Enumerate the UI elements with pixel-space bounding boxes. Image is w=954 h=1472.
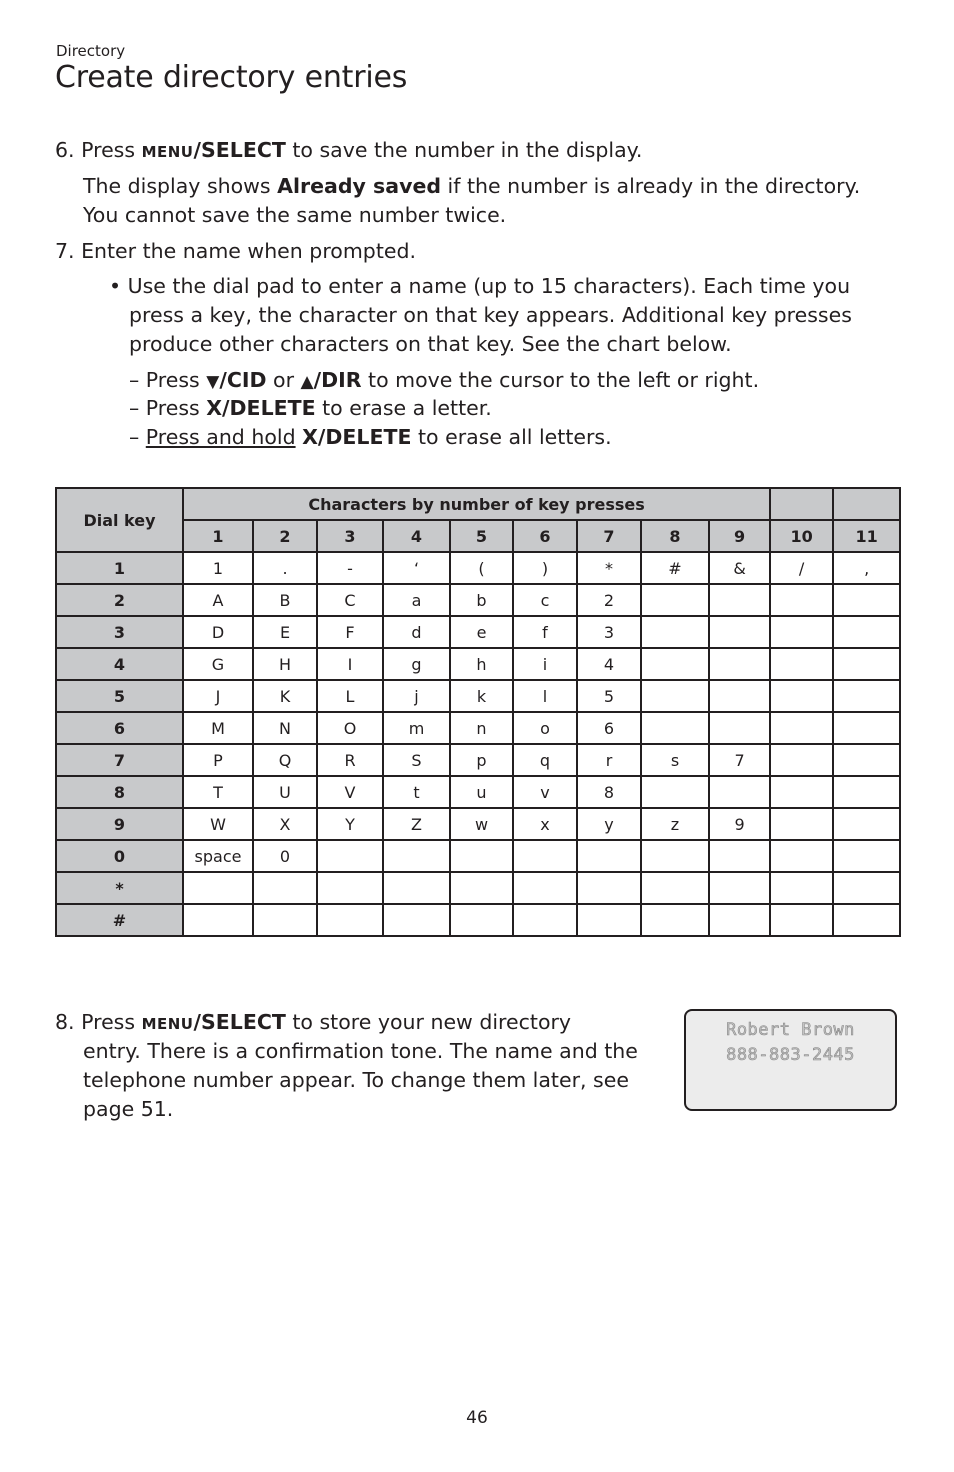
- char-cell: [770, 584, 833, 616]
- step-6-line-2: [83, 172, 860, 201]
- char-cell: [641, 680, 709, 712]
- char-cell: [450, 872, 513, 904]
- column-header-5: 5: [450, 520, 513, 552]
- char-cell: [577, 904, 641, 936]
- dial-key-cell: 2: [56, 584, 183, 616]
- presses-header: Characters by number of key presses: [183, 488, 770, 520]
- char-cell: J: [183, 680, 253, 712]
- char-cell: C: [317, 584, 383, 616]
- char-cell: [709, 712, 770, 744]
- dial-key-cell: *: [56, 872, 183, 904]
- char-cell: [770, 808, 833, 840]
- char-cell: ‘: [383, 552, 450, 584]
- char-cell: [513, 872, 577, 904]
- char-cell: [641, 616, 709, 648]
- dial-key-cell: 8: [56, 776, 183, 808]
- column-header-8: 8: [641, 520, 709, 552]
- header-blank-11: [833, 488, 900, 520]
- char-cell: x: [513, 808, 577, 840]
- step-7-bullet-line-3: produce other characters on that key. See the chart below.: [129, 332, 732, 356]
- char-cell: [709, 840, 770, 872]
- char-cell: t: [383, 776, 450, 808]
- char-cell: [709, 776, 770, 808]
- dash-2-press: – Press: [129, 396, 207, 420]
- step-8-line-2: entry. There is a confirmation tone. The name and the: [83, 1039, 638, 1063]
- char-cell: ,: [833, 552, 900, 584]
- char-cell: i: [513, 648, 577, 680]
- step-7-bullet-line-2: press a key, the character on that key appears. Additional key presses: [129, 303, 852, 327]
- char-cell: [641, 776, 709, 808]
- char-cell: O: [317, 712, 383, 744]
- char-cell: [770, 616, 833, 648]
- char-cell: m: [383, 712, 450, 744]
- char-cell: [770, 904, 833, 936]
- step-6-line-1: [55, 136, 642, 167]
- char-cell: Z: [383, 808, 450, 840]
- char-cell: p: [450, 744, 513, 776]
- char-cell: f: [513, 616, 577, 648]
- char-cell: N: [253, 712, 317, 744]
- char-cell: [317, 840, 383, 872]
- dash-2-text: to erase a letter.: [315, 396, 492, 420]
- char-cell: [833, 744, 900, 776]
- step-6-line-3: You cannot save the same number twice.: [83, 203, 507, 227]
- handset-display: [684, 1009, 897, 1111]
- char-cell: [577, 840, 641, 872]
- char-cell: 5: [577, 680, 641, 712]
- char-cell: D: [183, 616, 253, 648]
- dash-1-text: to move the cursor to the left or right.: [361, 368, 760, 392]
- char-cell: I: [317, 648, 383, 680]
- column-header-11: 11: [833, 520, 900, 552]
- char-cell: q: [513, 744, 577, 776]
- chart-body: [56, 552, 900, 936]
- column-header-9: 9: [709, 520, 770, 552]
- char-cell: [770, 872, 833, 904]
- dash-item-erase-all: [129, 423, 612, 452]
- char-cell: space: [183, 840, 253, 872]
- char-cell: c: [513, 584, 577, 616]
- char-cell: d: [383, 616, 450, 648]
- char-cell: S: [383, 744, 450, 776]
- step-8-press: Press: [81, 1010, 142, 1034]
- char-cell: k: [450, 680, 513, 712]
- delete-key-label-2: X/DELETE: [302, 425, 412, 449]
- char-cell: u: [450, 776, 513, 808]
- char-cell: [833, 840, 900, 872]
- char-cell: [709, 680, 770, 712]
- up-arrow-icon: ▲: [300, 372, 314, 392]
- char-cell: [833, 648, 900, 680]
- already-saved-label: Already saved: [277, 174, 442, 198]
- char-cell: e: [450, 616, 513, 648]
- char-cell: [709, 872, 770, 904]
- char-cell: [833, 680, 900, 712]
- char-cell: [770, 744, 833, 776]
- step-8-text: to store your new directory: [285, 1010, 572, 1034]
- char-cell: B: [253, 584, 317, 616]
- char-cell: &: [709, 552, 770, 584]
- dial-key-cell: #: [56, 904, 183, 936]
- character-chart: [55, 487, 901, 937]
- dial-key-cell: 6: [56, 712, 183, 744]
- char-cell: 2: [577, 584, 641, 616]
- column-header-4: 4: [383, 520, 450, 552]
- char-cell: w: [450, 808, 513, 840]
- char-cell: [450, 840, 513, 872]
- char-cell: [513, 840, 577, 872]
- select-key-label-2: /SELECT: [193, 1010, 286, 1034]
- cid-key-label: /CID: [219, 368, 267, 392]
- char-cell: b: [450, 584, 513, 616]
- char-cell: X: [253, 808, 317, 840]
- char-cell: [253, 904, 317, 936]
- column-header-10: 10: [770, 520, 833, 552]
- char-cell: y: [577, 808, 641, 840]
- char-cell: -: [317, 552, 383, 584]
- column-number-row: [56, 520, 900, 552]
- table-row: [56, 808, 900, 840]
- table-row: [56, 648, 900, 680]
- char-cell: [641, 872, 709, 904]
- char-cell: A: [183, 584, 253, 616]
- char-cell: [709, 616, 770, 648]
- char-cell: Y: [317, 808, 383, 840]
- char-cell: [833, 712, 900, 744]
- char-cell: /: [770, 552, 833, 584]
- char-cell: G: [183, 648, 253, 680]
- char-cell: H: [253, 648, 317, 680]
- char-cell: 4: [577, 648, 641, 680]
- char-cell: [577, 872, 641, 904]
- char-cell: [833, 616, 900, 648]
- page-title: Create directory entries: [55, 60, 408, 95]
- char-cell: [641, 904, 709, 936]
- select-key-label: /SELECT: [193, 138, 286, 162]
- char-cell: [709, 904, 770, 936]
- step-8-number: 8.: [55, 1010, 75, 1034]
- char-cell: [770, 680, 833, 712]
- char-cell: r: [577, 744, 641, 776]
- char-cell: [383, 904, 450, 936]
- table-row: [56, 776, 900, 808]
- dash-1-press: – Press: [129, 368, 207, 392]
- step-6-number: 6.: [55, 138, 75, 162]
- char-cell: W: [183, 808, 253, 840]
- char-cell: [709, 584, 770, 616]
- char-cell: [641, 840, 709, 872]
- page-number: 46: [466, 1408, 488, 1428]
- char-cell: 3: [577, 616, 641, 648]
- char-cell: 1: [183, 552, 253, 584]
- table-row: [56, 840, 900, 872]
- char-cell: U: [253, 776, 317, 808]
- char-cell: [450, 904, 513, 936]
- chart-header-row: [56, 488, 900, 520]
- char-cell: [183, 872, 253, 904]
- table-row: [56, 552, 900, 584]
- char-cell: F: [317, 616, 383, 648]
- char-cell: 6: [577, 712, 641, 744]
- char-cell: z: [641, 808, 709, 840]
- char-cell: [770, 840, 833, 872]
- char-cell: [253, 872, 317, 904]
- char-cell: R: [317, 744, 383, 776]
- char-cell: [833, 872, 900, 904]
- dash-1-or: or: [266, 368, 301, 392]
- char-cell: a: [383, 584, 450, 616]
- char-cell: g: [383, 648, 450, 680]
- column-header-1: 1: [183, 520, 253, 552]
- char-cell: [833, 904, 900, 936]
- char-cell: o: [513, 712, 577, 744]
- char-cell: 7: [709, 744, 770, 776]
- step-7-bullet-line-1: • Use the dial pad to enter a name (up to 15 characters). Each time you: [109, 274, 851, 298]
- dial-key-cell: 1: [56, 552, 183, 584]
- dial-key-cell: 0: [56, 840, 183, 872]
- char-cell: [317, 872, 383, 904]
- step-6-press: Press: [81, 138, 142, 162]
- column-header-6: 6: [513, 520, 577, 552]
- char-cell: [641, 648, 709, 680]
- dir-key-label: /DIR: [313, 368, 362, 392]
- char-cell: .: [253, 552, 317, 584]
- char-cell: [770, 712, 833, 744]
- char-cell: v: [513, 776, 577, 808]
- char-cell: ): [513, 552, 577, 584]
- char-cell: [833, 808, 900, 840]
- char-cell: 8: [577, 776, 641, 808]
- char-cell: [709, 648, 770, 680]
- table-row: [56, 616, 900, 648]
- table-row: [56, 872, 900, 904]
- char-cell: [513, 904, 577, 936]
- char-cell: #: [641, 552, 709, 584]
- char-cell: V: [317, 776, 383, 808]
- table-row: [56, 904, 900, 936]
- char-cell: s: [641, 744, 709, 776]
- step-7-line: 7. Enter the name when prompted.: [55, 239, 417, 263]
- char-cell: E: [253, 616, 317, 648]
- char-cell: L: [317, 680, 383, 712]
- char-cell: l: [513, 680, 577, 712]
- dash-3-text: to erase all letters.: [411, 425, 612, 449]
- char-cell: [833, 776, 900, 808]
- char-cell: (: [450, 552, 513, 584]
- column-header-7: 7: [577, 520, 641, 552]
- char-cell: [383, 840, 450, 872]
- char-cell: n: [450, 712, 513, 744]
- dash-item-move-cursor: [129, 366, 759, 397]
- char-cell: [770, 648, 833, 680]
- table-row: [56, 680, 900, 712]
- dial-key-cell: 3: [56, 616, 183, 648]
- char-cell: [183, 904, 253, 936]
- char-cell: Q: [253, 744, 317, 776]
- step-6-text: to save the number in the display.: [285, 138, 643, 162]
- dial-key-cell: 5: [56, 680, 183, 712]
- char-cell: j: [383, 680, 450, 712]
- menu-key-label: MENU: [141, 143, 194, 161]
- char-cell: h: [450, 648, 513, 680]
- char-cell: 9: [709, 808, 770, 840]
- char-cell: [833, 584, 900, 616]
- table-row: [56, 584, 900, 616]
- step-8-line-1: [55, 1008, 571, 1039]
- dial-key-cell: 4: [56, 648, 183, 680]
- char-cell: M: [183, 712, 253, 744]
- dial-key-header: Dial key: [56, 488, 183, 552]
- step-8-line-3: telephone number appear. To change them later, see: [83, 1068, 629, 1092]
- column-header-2: 2: [253, 520, 317, 552]
- char-cell: [641, 584, 709, 616]
- display-name: Robert Brown: [726, 1020, 855, 1040]
- step-8-line-4: page 51.: [83, 1097, 174, 1121]
- header-blank-10: [770, 488, 833, 520]
- dash-item-erase-letter: [129, 394, 492, 423]
- char-cell: [641, 712, 709, 744]
- section-label: Directory: [56, 42, 126, 60]
- char-cell: [770, 776, 833, 808]
- delete-key-label: X/DELETE: [206, 396, 316, 420]
- step-6-display-text: The display shows: [83, 174, 278, 198]
- dash-3-dash: –: [129, 425, 146, 449]
- table-row: [56, 712, 900, 744]
- dial-key-cell: 9: [56, 808, 183, 840]
- char-cell: [383, 872, 450, 904]
- char-cell: T: [183, 776, 253, 808]
- column-header-3: 3: [317, 520, 383, 552]
- step-6-display-text-end: if the number is already in the directory.: [441, 174, 861, 198]
- char-cell: P: [183, 744, 253, 776]
- menu-key-label-2: MENU: [141, 1015, 194, 1033]
- char-cell: [317, 904, 383, 936]
- dial-key-cell: 7: [56, 744, 183, 776]
- char-cell: K: [253, 680, 317, 712]
- down-arrow-icon: ▼: [206, 372, 220, 392]
- display-number: 888-883-2445: [726, 1045, 855, 1065]
- table-row: [56, 744, 900, 776]
- char-cell: *: [577, 552, 641, 584]
- char-cell: 0: [253, 840, 317, 872]
- press-and-hold-text: Press and hold: [145, 425, 296, 449]
